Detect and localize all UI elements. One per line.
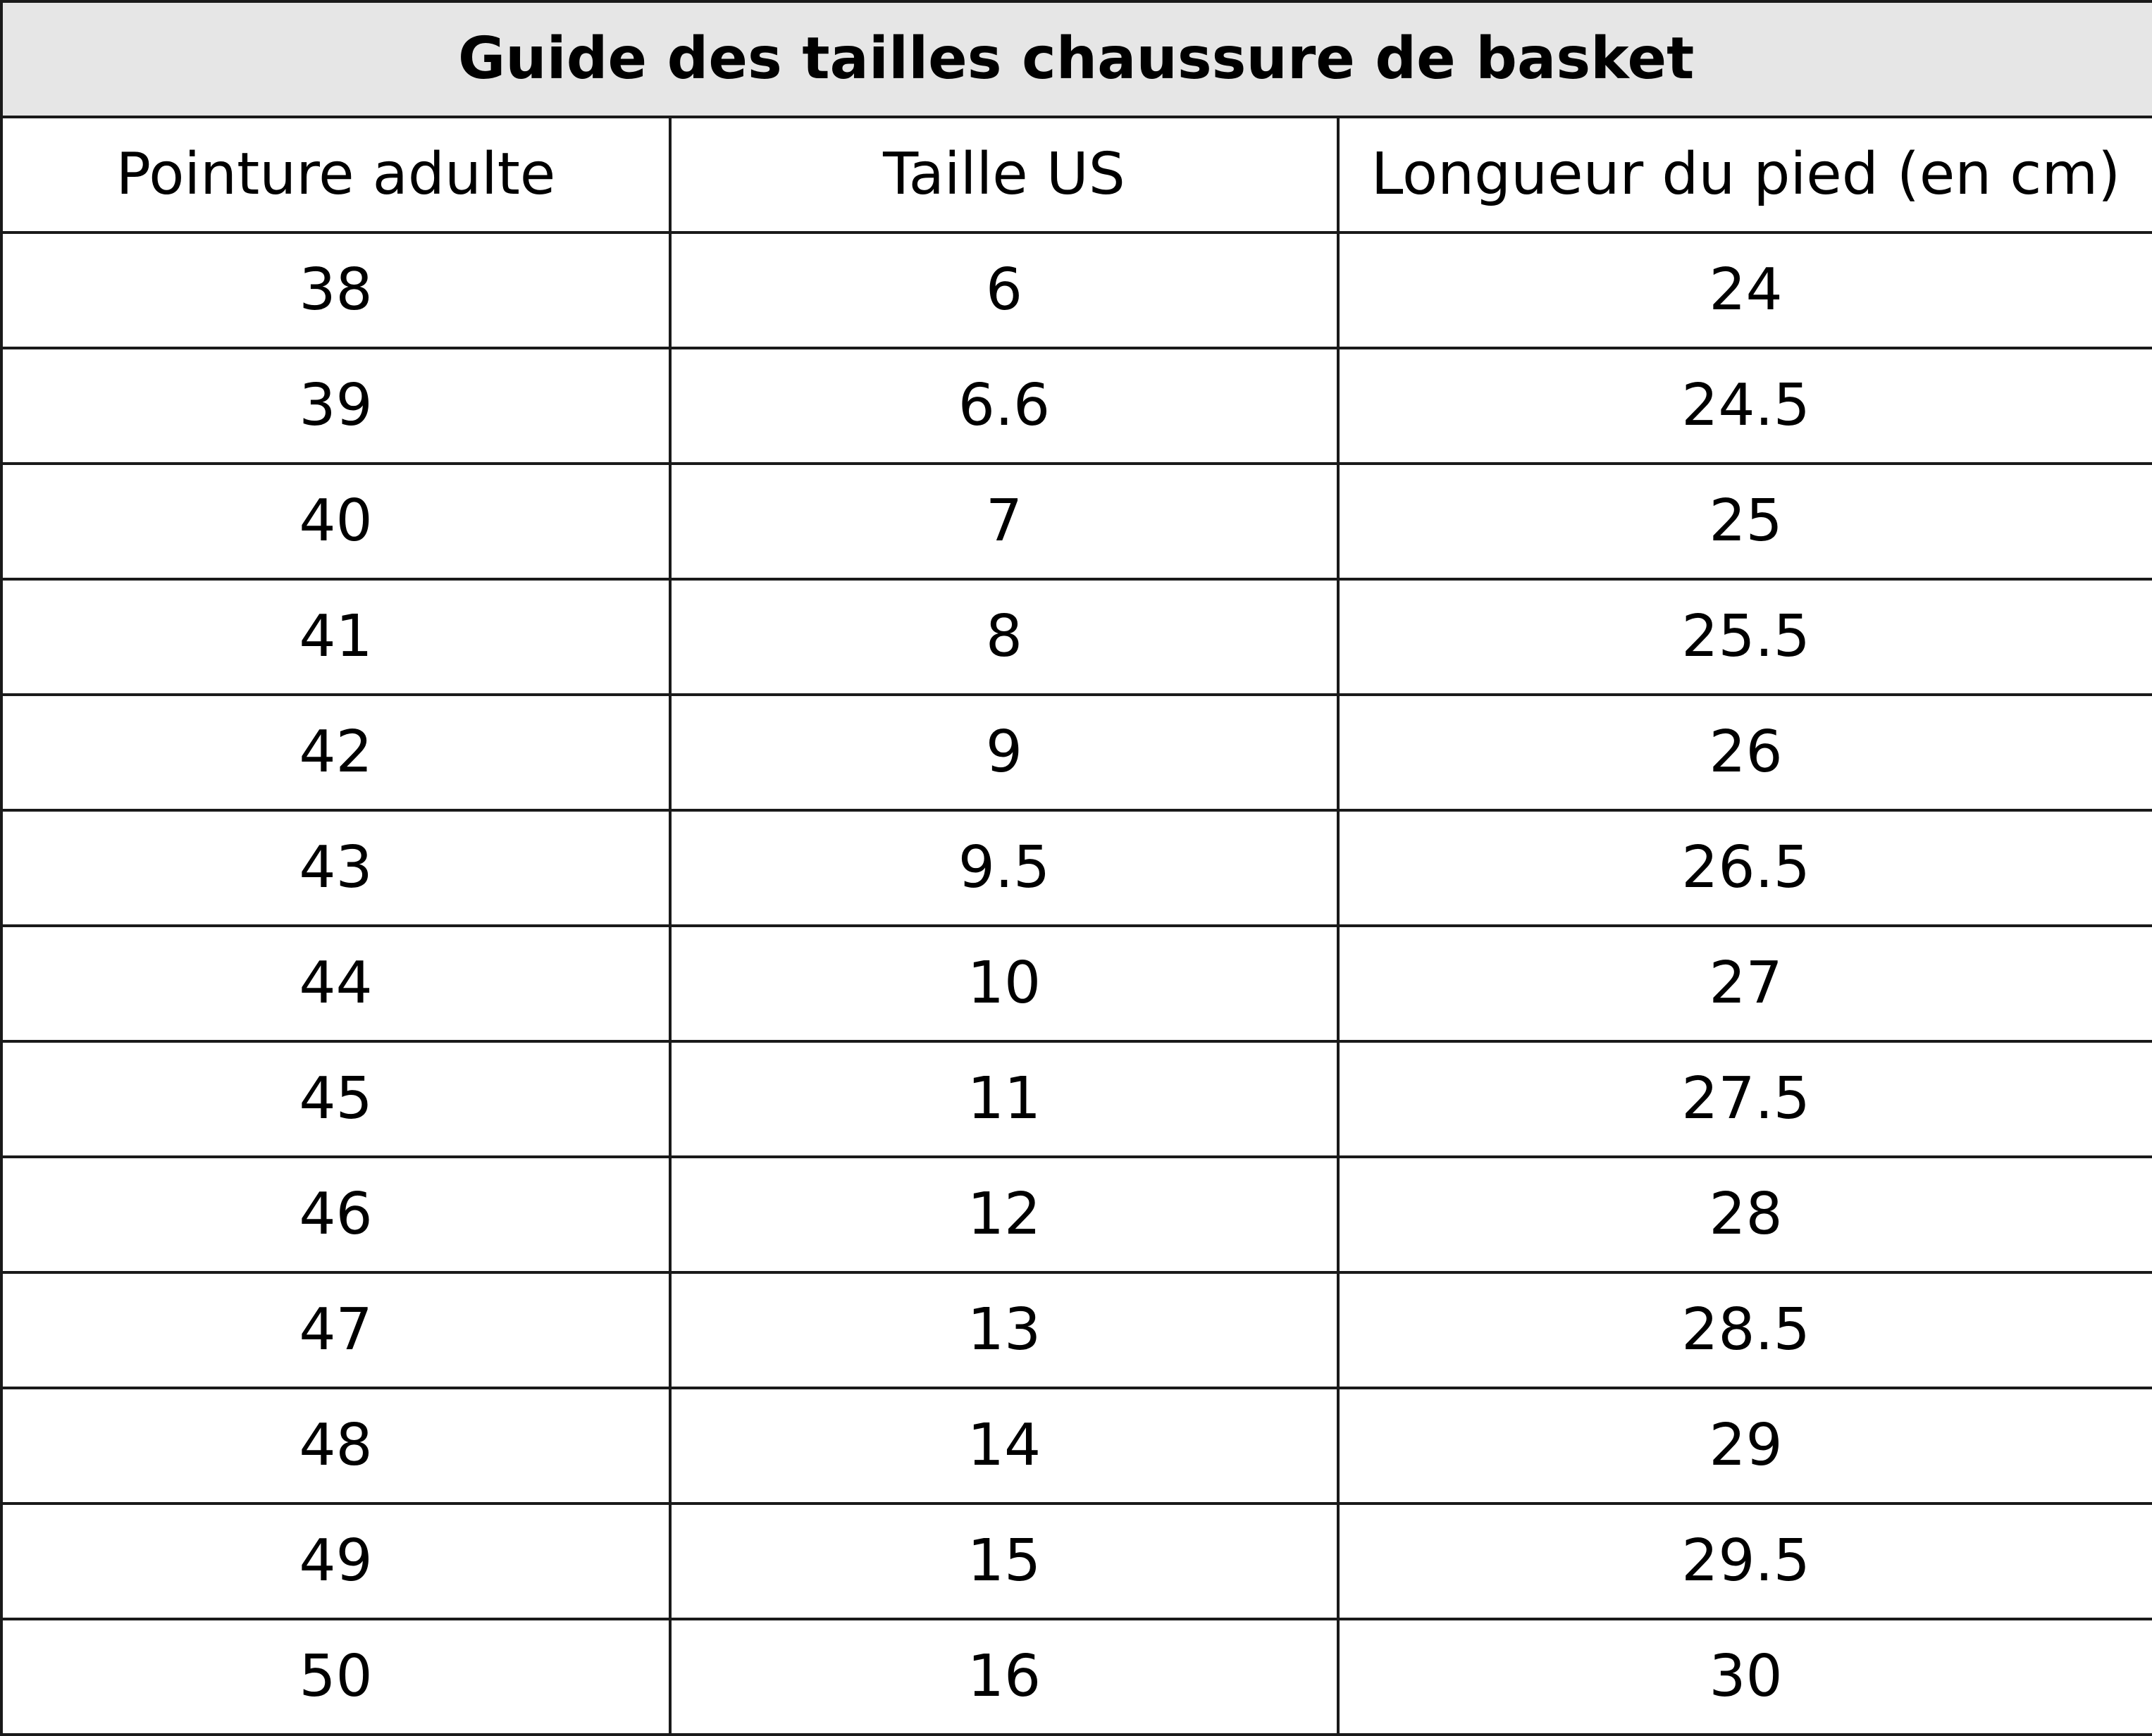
table-row [1, 579, 2152, 695]
cell-taille-us: 11 [670, 1041, 1338, 1157]
cell-pointure: 48 [1, 1388, 670, 1504]
cell-longueur: 29 [1338, 1388, 2152, 1504]
cell-longueur: 24.5 [1338, 348, 2152, 464]
cell-taille-us: 12 [670, 1157, 1338, 1272]
cell-longueur: 28 [1338, 1157, 2152, 1272]
cell-pointure: 39 [1, 348, 670, 464]
cell-pointure: 50 [1, 1619, 670, 1735]
cell-longueur: 26.5 [1338, 810, 2152, 926]
cell-pointure: 49 [1, 1504, 670, 1619]
cell-pointure: 46 [1, 1157, 670, 1272]
cell-taille-us: 9 [670, 695, 1338, 810]
cell-pointure: 43 [1, 810, 670, 926]
table-row [1, 1619, 2152, 1735]
cell-longueur: 24 [1338, 232, 2152, 348]
cell-taille-us: 14 [670, 1388, 1338, 1504]
cell-taille-us: 6.6 [670, 348, 1338, 464]
cell-pointure: 47 [1, 1272, 670, 1388]
cell-taille-us: 7 [670, 464, 1338, 579]
cell-longueur: 27 [1338, 926, 2152, 1041]
table-row [1, 1041, 2152, 1157]
table-row [1, 232, 2152, 348]
table-row [1, 1388, 2152, 1504]
table-row [1, 348, 2152, 464]
cell-longueur: 25 [1338, 464, 2152, 579]
cell-pointure: 44 [1, 926, 670, 1041]
cell-longueur: 27.5 [1338, 1041, 2152, 1157]
cell-taille-us: 15 [670, 1504, 1338, 1619]
column-header-taille-us: Taille US [670, 117, 1338, 232]
cell-longueur: 30 [1338, 1619, 2152, 1735]
cell-taille-us: 9.5 [670, 810, 1338, 926]
cell-pointure: 40 [1, 464, 670, 579]
cell-pointure: 41 [1, 579, 670, 695]
cell-taille-us: 6 [670, 232, 1338, 348]
cell-longueur: 29.5 [1338, 1504, 2152, 1619]
table-row [1, 1157, 2152, 1272]
table-row [1, 1272, 2152, 1388]
title-row [1, 1, 2152, 117]
cell-longueur: 26 [1338, 695, 2152, 810]
cell-taille-us: 16 [670, 1619, 1338, 1735]
table-row [1, 1504, 2152, 1619]
cell-taille-us: 8 [670, 579, 1338, 695]
cell-longueur: 25.5 [1338, 579, 2152, 695]
cell-taille-us: 13 [670, 1272, 1338, 1388]
cell-pointure: 42 [1, 695, 670, 810]
table-row [1, 464, 2152, 579]
table-row [1, 695, 2152, 810]
table-row [1, 926, 2152, 1041]
column-header-longueur: Longueur du pied (en cm) [1338, 117, 2152, 232]
table-title: Guide des tailles chaussure de basket [1, 1, 2152, 117]
cell-taille-us: 10 [670, 926, 1338, 1041]
cell-pointure: 45 [1, 1041, 670, 1157]
cell-longueur: 28.5 [1338, 1272, 2152, 1388]
header-row [1, 117, 2152, 232]
table-row [1, 810, 2152, 926]
cell-pointure: 38 [1, 232, 670, 348]
column-header-pointure: Pointure adulte [1, 117, 670, 232]
